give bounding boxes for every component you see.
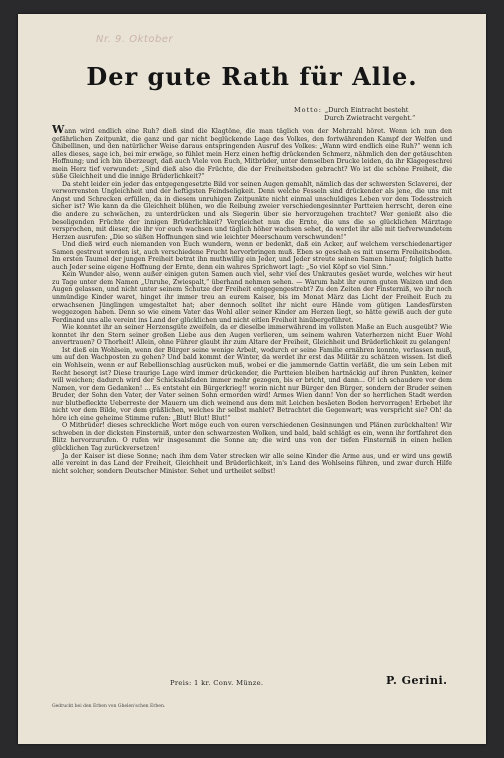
paragraph: Und dieß wird euch niemanden von Euch wundern, wenn er bedenkt, daß ein Acker, auf welchem verschiedenartiger Samen gestreut worden ist, auch verschiedene Frucht hervorbringen muß. Eben so geschah es mit unserm Freiheitsboden. Im ersten Taumel der jungen Freiheit betrat ihn muthwillig ein Jeder, und Jeder streute seinen Samen hinauf; folglich hatte auch Jeder seine eigene Hoffnung der Ernte, denn ein wahres Sprichwort lagt: „So viel Köpf so viel Sinn.“ (52, 241, 452, 271)
motto-line-2: Durch Zwietracht vergeht.“ (324, 114, 416, 122)
paragraph: Da steht leider ein jeder das entgegengesetzte Bild vor seinen Augen gemahlt, nämlich das der schwersten Sclaverei, der verworrensten Ungleichheit und der heftigsten Feindseligkeit. Denn welche Fesseln sind drückender als jene, die uns mit Angst und Schrecken erfüllen, da in diesem unruhigen Zeitpunkte nicht einmal unschuldiges Leben vor dem Todesstreich sicher ist? Wie kann da die Gleichheit blühen, wo die Reibung zweier verschiedengesinnter Partteien herrscht, deren eine die andere zu schwächen, zu unterdrücken und als Siegerin über sie hervorzugehen trachtet? Wer genießt also die beseligenden Früchte der innigen Brüderlichkeit? Vergleichet nun die Ernte, die uns die so glücklichen Märztage versprochen, mit dieser, die ihr vor euch wachsen und täglich höher wachsen sehet, da werdet ihr alle mit tiefverwundetem Herzen ausrufen: „Die so süßen Hoffnungen sind wie leichter Meerschaum verschwunden!“ (52, 180, 452, 241)
motto-label: Motto: (294, 106, 322, 114)
broadside-sheet (18, 14, 486, 744)
paragraph: Ist dieß ein Wohlsein, wenn der Bürger seine wenige Arbeit, wodurch er seine Familie ernähren konnte, verlassen muß, um auf den Wachposten zu gehen? Und bald kommt der Winter, da werdet ihr erst das Militär zu schätzen wissen. Ist dieß ein Wohlsein, wenn er auf Rebellionschlag ausrücken muß, wobei er die jammernde Gattin verläßt, die um sein Leben mit Recht besorgt ist? Diese traurige Lage wird immer drückender, die Partteien bleiben hartnäckig auf ihren Punkten, keiner will weichen; dadurch wird der Schicksalsfaden immer mehr gezogen, bis er bricht, und dann... O! ich schaudere vor dem Namen, vor dem Gedanken! ... Es entsteht ein Bürgerkrieg!! worin nicht nur Bürger den Bürger, sondern der Bruder seinen Bruder, der Sohn den Vater, der Vater seinen Sohn ermorden wird! Armes Wien dann! Von der so herrlichen Stadt werden nur blutbefleckte Ueberreste der Mauern um dich weinend aus dem mit Leichen besäeten Boden hervorragen! Erbebet ihr nicht vor dem Bilde, vor dem gräßlichen, welches ihr selbst mahlet? Betrachtet die Gegenwart; was verspricht sie? Oh! da höre ich eine geheime Stimme rufen: „Blut! Blut! Blut!“ (52, 346, 452, 422)
motto-line-1: „Durch Eintracht besteht (324, 106, 409, 114)
printer-imprint: Gedruckt bei den Erben von Ghelen'schen Erben. (52, 704, 166, 709)
pencil-annotation: Nr. 9. Oktober (96, 34, 174, 45)
page-title: Der gute Rath für Alle. (86, 62, 418, 91)
paragraph: Wie konntet ihr an seiner Herzensgüte zweifeln, da er dieselbe immerwährend im vollsten Maße an Euch ausgeübt? Wie konntet ihr den Stern seiner großen Liebe aus den Augen verlieren, um seinem wahren Vaterherzen nicht Euer Wohl anvertrauen? O Thorheit! Allein, ohne Führer glaubt ihr zum Altare der Freiheit, Gleichheit und Brüderlichkeit zu gelangen! (52, 324, 452, 347)
motto (294, 106, 454, 122)
paragraph: Ja der Kaiser ist diese Sonne; nach ihm dem Vater strecken wir alle seine Kinder die Arme aus, und er wird uns gewiß alle vereint in das Land der Freiheit, Gleichheit und Brüderlichkeit, in's Land des Wohlseins führen, und zwar durch Hilfe nicht solcher, sondern Deutscher Minister. Sehet und urtheilet selbst! (52, 452, 452, 475)
author-signature: P. Gerini. (386, 674, 448, 687)
paragraph: Wann wird endlich eine Ruh? dieß sind die Klagtöne, die man täglich von der Mehrzahl höret. Wenn ich nun den gefährlichen Zeitpunkt, die ganz und gar nicht beglückende Lage des Volkes, den fortwährenden Kampf der Welfen und Ghibellinen, und den natürlicher Weise daraus entspringenden Ausruf des Volkes: „Wann wird endlich eine Ruh?“ wenn ich alles dieses, sage ich, bei mir erwäge, so fühlet mein Herz einen heftig drückenden Schmerz, nähmlich den der getäuschten Hoffnung; und ich bin überzeugt, daß auch Viele von Euch, Mitbrüder, unter demselben Drucke leiden, da ihr Klagegeschrei mein Herz tief verwundet: „Sind dieß also die Früchte, die der Freiheitsboden gebracht? Wo ist die schöne Freiheit, die süße Gleichheit und die innige Brüderlichkeit?“ (52, 123, 452, 181)
paragraph: O Mitbrüder! dieses schreckliche Wort möge euch von euren verschiedenen Gesinnungen und Plänen zurückhalten! Wir schweben in der dicksten Finsterniß, unter den schwarzesten Wolken, und bald, bald schlägt es ein, wenn ihr fortfahret den Blitz hervorzurufen. O rufen wir insgesammt die Sonne an; die wird uns von der tiefen Finsterniß in einen hellen glücklichen Tag zurückversetzen! (52, 422, 452, 452)
price-line: Preis: 1 kr. Conv. Münze. (170, 679, 264, 687)
paragraph: Kein Wunder also, wenn außer einigen guten Samen auch viel, sehr viel des Unkrautes gesäet wurde, welches wir heut zu Tage unter dem Namen „Unruhe, Zwiespalt,“ überhand nehmen sehen. — Warum habt ihr euren guten Waizen und den Augen gelassen, und nicht unter seinem Schutze der Freiheit entgegengestrebt? Zu den Zeiten der Finsterniß, wo ihr noch unmündige Kinder waret, hinget ihr immer treu an eurem Kaiser, bis im Monat März das Licht der Freiheit Euch zu erwachsenen Jünglingen umgestaltet hat; aber dennoch solltet ihr nicht eure Hände vom gütigen Landesfürsten weggezogen haben. Denn so wie einem Vater das Wohl aller seiner Kinder am Herzen liegt, so hätte gewiß auch der gute Ferdinand uns alle vereint ins Land der glücklichen und nicht eitlen Freiheit hinübergeführet. (52, 271, 452, 324)
body-text (52, 123, 452, 475)
